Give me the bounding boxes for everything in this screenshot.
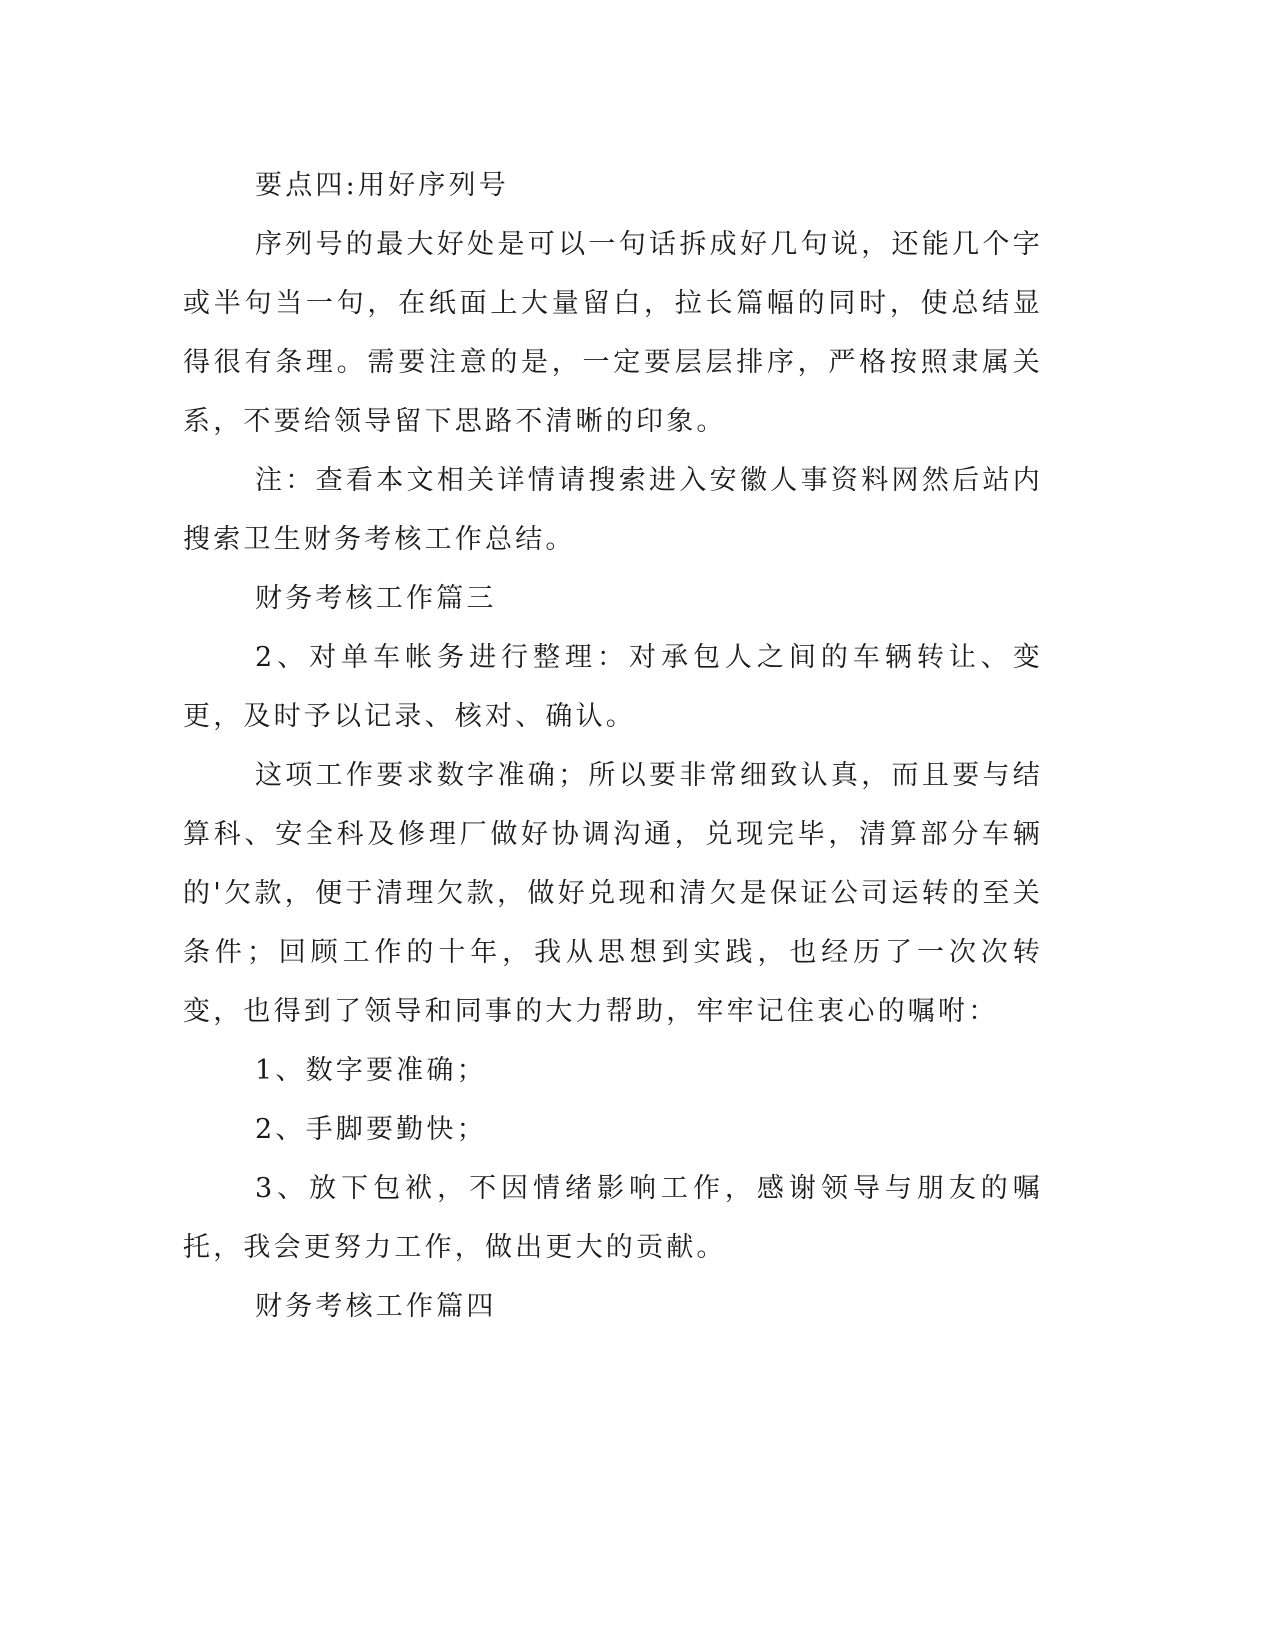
section-heading-part-three: 财务考核工作篇三 bbox=[255, 583, 497, 614]
note-paragraph: 注：查看本文相关详情请搜索进入安徽人事资料网然后站内搜索卫生财务考核工作总结。 bbox=[183, 465, 1043, 555]
list-item-1: 1、数字要准确； bbox=[255, 1055, 487, 1086]
body-paragraph-vehicle-accounts: 2、对单车帐务进行整理：对承包人之间的车辆转让、变更，及时予以记录、核对、确认。 bbox=[183, 642, 1043, 732]
document-body bbox=[183, 156, 1043, 1336]
section-heading-part-four: 财务考核工作篇四 bbox=[255, 1291, 497, 1322]
list-item-3: 3、放下包袱，不因情绪影响工作，感谢领导与朋友的嘱托，我会更努力工作，做出更大的贡献。 bbox=[183, 1173, 1043, 1263]
list-item-2: 2、手脚要勤快； bbox=[255, 1114, 487, 1145]
section-heading-point-four: 要点四:用好序列号 bbox=[255, 170, 509, 201]
body-paragraph-work-requirements: 这项工作要求数字准确；所以要非常细致认真，而且要与结算科、安全科及修理厂做好协调沟通，兑现完毕，清算部分车辆的'欠款，便于清理欠款，做好兑现和清欠是保证公司运转的至关条件；回顾工作的十年，我从思想到实践，也经历了一次次转变，也得到了领导和同事的大力帮助，牢牢记住衷心的嘱咐： bbox=[183, 760, 1043, 1027]
body-paragraph-serial-numbers: 序列号的最大好处是可以一句话拆成好几句说，还能几个字或半句当一句，在纸面上大量留白，拉长篇幅的同时，使总结显得很有条理。需要注意的是，一定要层层排序，严格按照隶属关系，不要给领导留下思路不清晰的印象。 bbox=[183, 229, 1043, 437]
